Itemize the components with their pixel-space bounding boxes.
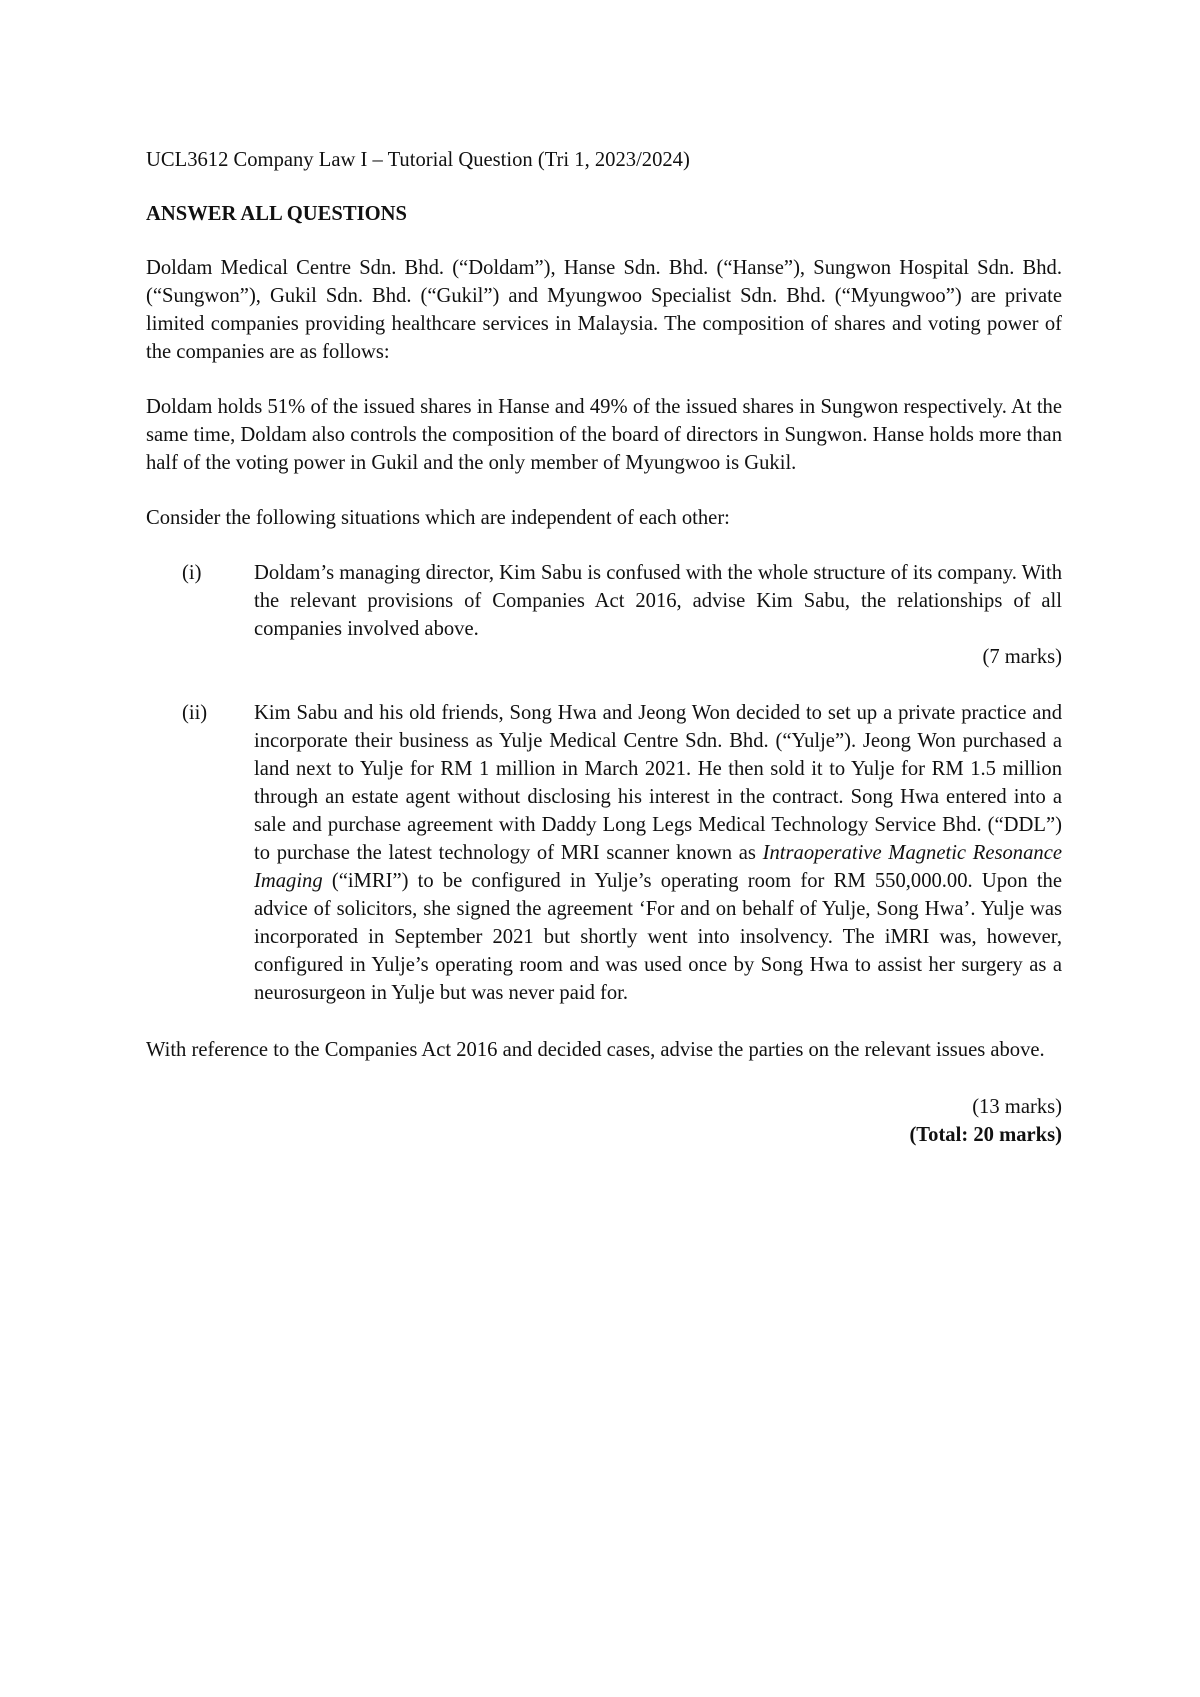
document-title: UCL3612 Company Law I – Tutorial Question (Tri 1, 2023/2024): [146, 149, 690, 171]
question-number: (i): [182, 562, 202, 584]
facts-paragraph: Doldam holds 51% of the issued shares in Hanse and 49% of the issued shares in Sungwon respectively. At the same time, Doldam also controls the composition of the board of directors in Sungwon. Hanse holds more than half of the voting power in Gukil and the only member of Myungwoo is Gukil.: [146, 396, 1062, 474]
intro-paragraph: Doldam Medical Centre Sdn. Bhd. (“Doldam”), Hanse Sdn. Bhd. (“Hanse”), Sungwon Hospital Sdn. Bhd. (“Sungwon”), Gukil Sdn. Bhd. (“Gukil”) and Myungwoo Specialist Sdn. Bhd. (“Myungwoo”) are private limited companies providing healthcare services in Malaysia. The composition of shares and voting power of the companies are as follows:: [146, 257, 1062, 363]
question-number: (ii): [182, 702, 208, 724]
total-marks: (Total: 20 marks): [909, 1124, 1062, 1146]
question-text: [254, 699, 1062, 1007]
question-text-part: Kim Sabu and his old friends, Song Hwa and Jeong Won decided to set up a private practice and incorporate their business as Yulje Medical Centre Sdn. Bhd. (“Yulje”). Jeong Won purchased a land next to Yulje for RM 1 million in March 2021. He then sold it to Yulje for RM 1.5 million through an estate agent without disclosing his interest in the contract. Song Hwa entered into a sale and purchase agreement with Daddy Long Legs Medical Technology Service Bhd. (“DDL”) to purchase the latest technology of MRI scanner known as: [254, 702, 1062, 864]
question-text: Doldam’s managing director, Kim Sabu is confused with the whole structure of its company. With the relevant provisions of Companies Act 2016, advise Kim Sabu, the relationships of all companies involved above.: [254, 562, 1062, 640]
question-text-part: (“iMRI”) to be configured in Yulje’s operating room for RM 550,000.00. Upon the advice of solicitors, she signed the agreement ‘For and on behalf of Yulje, Song Hwa’. Yulje was incorporated in September 2021 but shortly went into insolvency. The iMRI was, however, configured in Yulje’s operating room and was used once by Song Hwa to assist her surgery as a neurosurgeon in Yulje but was never paid for.: [254, 870, 1062, 1004]
question-marks: (7 marks): [982, 646, 1062, 668]
question-ii: [146, 699, 1062, 1007]
question-i: [146, 559, 1062, 671]
question-marks: (13 marks): [972, 1096, 1062, 1118]
closing-paragraph: With reference to the Companies Act 2016 and decided cases, advise the parties on the relevant issues above.: [146, 1039, 1045, 1061]
instructions-heading: ANSWER ALL QUESTIONS: [146, 203, 407, 225]
document-page: [146, 146, 1062, 1149]
consider-paragraph: Consider the following situations which are independent of each other:: [146, 507, 730, 529]
question-text-italic: Intraoperative Magnetic Resonance Imaging: [254, 842, 1062, 892]
